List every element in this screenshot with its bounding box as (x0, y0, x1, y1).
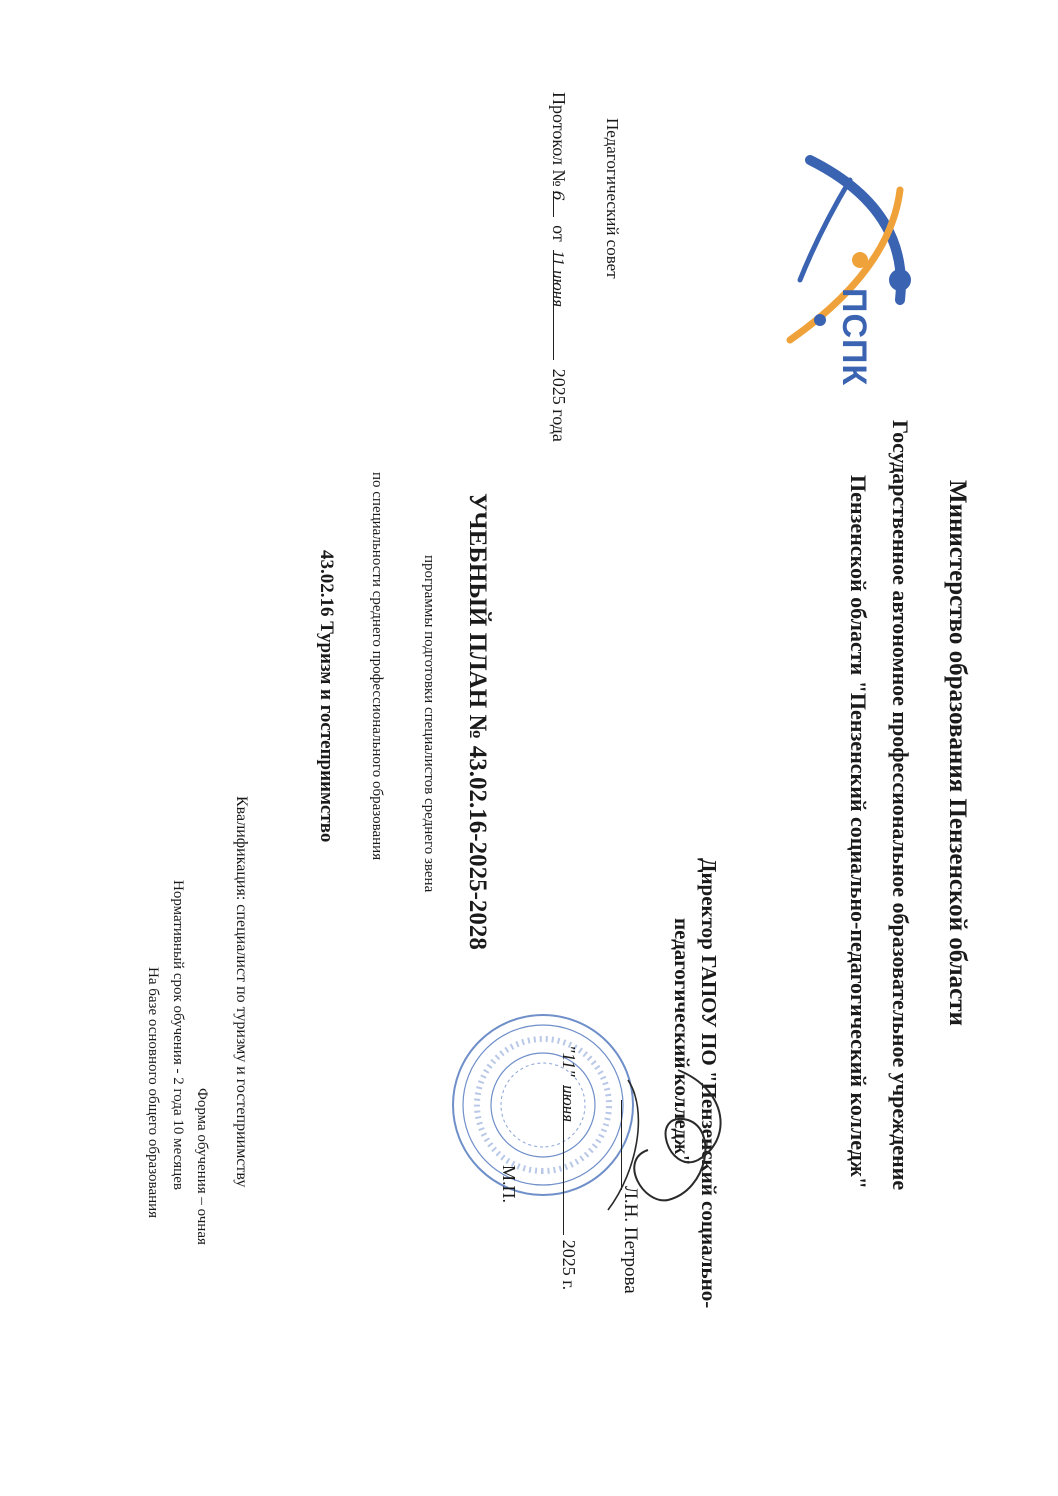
protocol-year: 2025 года (549, 368, 569, 442)
protocol-date-field (549, 250, 568, 360)
approval-day: "11" (559, 1045, 579, 1077)
plan-subtitle-2: по специальности среднего профессионального образования (369, 472, 385, 861)
study-term: Нормативный срок обучения - 2 года 10 месяцев (170, 880, 186, 1190)
director-signature-line (621, 1100, 640, 1190)
approval-date-line (560, 1045, 578, 1290)
qualification: Квалификация: специалист по туризму и гостеприимству (233, 796, 250, 1188)
institution-line-1: Государственное автономное профессиональное образовательное учреждение (888, 420, 913, 1191)
director-line-1: Директор ГАПОУ ПО "Пензенский социально- (697, 858, 721, 1309)
protocol-line (550, 92, 568, 442)
from-label: от (549, 225, 569, 242)
director-signature-icon (578, 1050, 738, 1220)
protocol-label: Протокол № (549, 92, 569, 187)
approval-year: 2025 г. (559, 1239, 579, 1291)
director-line-2: педагогический колледж" (670, 918, 694, 1166)
seal-label: М.П. (499, 1165, 519, 1204)
plan-subtitle-1: программы подготовки специалистов среднего звена (421, 555, 437, 893)
specialty-title: 43.02.16 Туризм и гостеприимство (316, 550, 337, 843)
protocol-number-field (549, 190, 568, 217)
ministry-title: Министерство образования Пензенской области (944, 480, 971, 1026)
protocol-number: 6 (549, 190, 568, 201)
protocol-date: 11 июня (549, 250, 568, 308)
institution-line-2: Пензенской области "Пензенский социально-педагогический колледж" (846, 475, 871, 1190)
logo-text: ПСПК (835, 288, 873, 387)
council-title: Педагогический совет (603, 118, 622, 279)
plan-title: УЧЕБНЫЙ ПЛАН № 43.02.16-2025-2028 (464, 493, 491, 950)
approval-month-field (559, 1085, 578, 1235)
study-form: Форма обучения – очная (194, 1088, 210, 1245)
director-name: Л.Н. Петрова (620, 1186, 641, 1294)
education-base: На базе основного общего образования (145, 967, 161, 1219)
approval-month: июня (559, 1085, 578, 1123)
